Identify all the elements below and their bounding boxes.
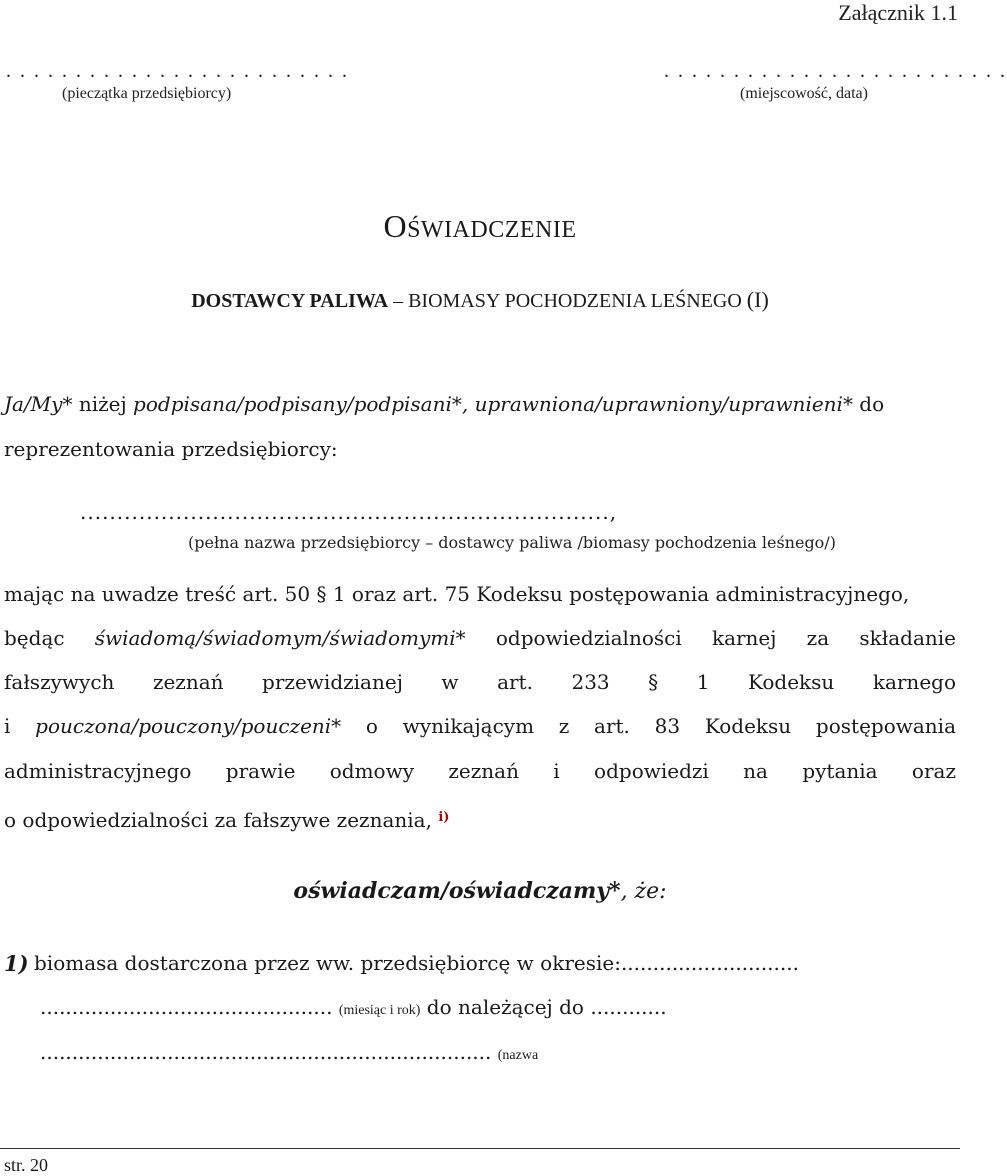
company-name-caption: (pełna nazwa przedsiębiorcy – dostawcy paliwa /biomasy pochodzenia leśnego/) bbox=[188, 533, 836, 552]
document-title: OŚWIADCZENIE bbox=[383, 208, 577, 244]
declaration-heading: oświadczam/oświadczamy*, że: bbox=[293, 878, 667, 904]
item-number: 1) bbox=[4, 951, 29, 976]
footnote-marker[interactable]: i) bbox=[438, 810, 450, 825]
body-line-3: fałszywych zeznań przewidzianej w art. 233 § 1 Kodeksu karnego bbox=[4, 670, 956, 694]
place-date-caption: (miejscowość, data) bbox=[740, 85, 868, 102]
item1-line-1: biomasa dostarczona przez ww. przedsiębiorcę w okresie:............................ bbox=[34, 951, 799, 975]
page-number: str. 20 bbox=[4, 1155, 49, 1175]
intro-line-2: reprezentowania przedsiębiorcy: bbox=[4, 437, 338, 461]
body-line-5: administracyjnego prawie odmowy zeznań i odpowiedzi na pytania oraz bbox=[4, 759, 956, 783]
annex-label: Załącznik 1.1 bbox=[838, 0, 958, 25]
footer-divider bbox=[0, 1148, 960, 1149]
company-name-dots: ........................................................................, bbox=[80, 500, 618, 524]
document-subtitle: DOSTAWCY PALIWA – BIOMASY POCHODZENIA LEŚNEGO (I) bbox=[191, 287, 769, 312]
body-line-6: o odpowiedzialności za fałszywe zeznania, $^{i)}$ bbox=[4, 808, 450, 832]
body-line-2: będąc świadomą/świadomym/świadomymi* odpowiedzialności karnej za składanie bbox=[4, 626, 956, 650]
body-line-4: i pouczona/pouczony/pouczeni* o wynikającym z art. 83 Kodeksu postępowania bbox=[4, 714, 956, 738]
item1-line-2: .............................................. (miesiąc i rok) do należącej do ............ bbox=[40, 995, 667, 1019]
intro-line-1: Ja/My* niżej podpisana/podpisany/podpisani*, uprawniona/uprawniony/uprawnieni* do bbox=[4, 392, 885, 416]
body-line-1: mając na uwadze treść art. 50 § 1 oraz art. 75 Kodeksu postępowania administracyjnego, bbox=[4, 582, 910, 606]
stamp-caption: (pieczątka przedsiębiorcy) bbox=[62, 85, 232, 102]
stamp-dots: . . . . . . . . . . . . . . . . . . . . . . . . . bbox=[6, 60, 349, 82]
place-date-dots: . . . . . . . . . . . . . . . . . . . . . . . . . bbox=[664, 60, 1007, 82]
item1-line-3: ....................................................................... (nazwa bbox=[40, 1040, 539, 1064]
